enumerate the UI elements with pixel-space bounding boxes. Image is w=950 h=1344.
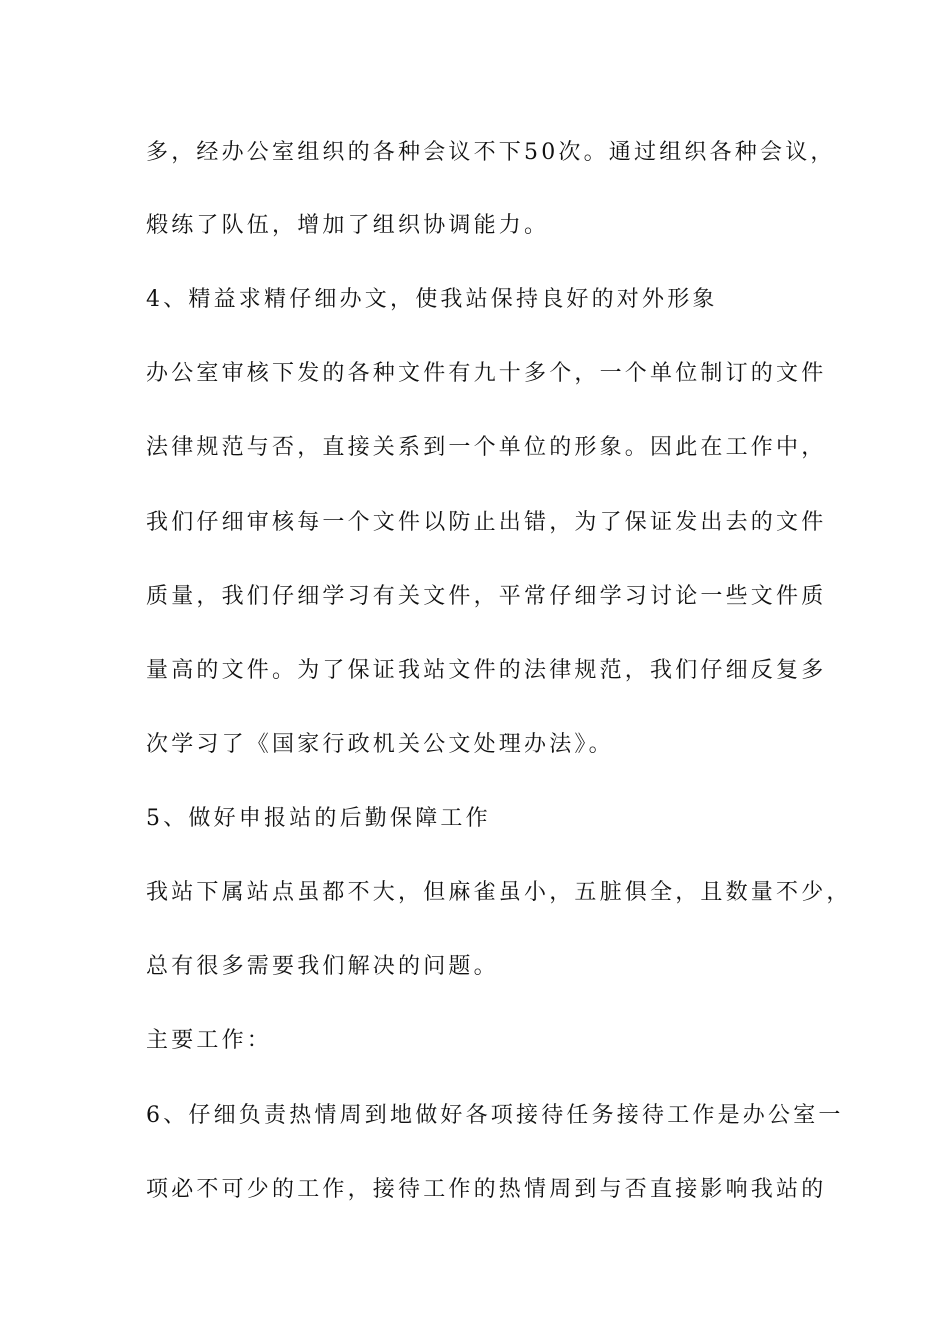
text-line: 主要工作：	[146, 1028, 273, 1053]
text-line: 量高的文件。为了保证我站文件的法律规范，我们仔细反复多	[146, 658, 827, 683]
section-heading-4: 4、精益求精仔细办文，使我站保持良好的对外形象	[146, 287, 718, 312]
text-line: 总有很多需要我们解决的问题。	[146, 954, 499, 979]
text-line: 我们仔细审核每一个文件以防止出错，为了保证发出去的文件	[146, 510, 827, 535]
text-line: 办公室审核下发的各种文件有九十多个，一个单位制订的文件	[146, 361, 827, 386]
text-line: 法律规范与否，直接关系到一个单位的形象。因此在工作中，	[146, 435, 827, 460]
section-heading-5: 5、做好申报站的后勤保障工作	[146, 806, 491, 831]
text-line: 我站下属站点虽都不大，但麻雀虽小，五脏俱全，且数量不少，	[146, 880, 852, 905]
text-line: 多，经办公室组织的各种会议不下50次。通过组织各种会议，	[146, 140, 836, 165]
text-line: 煅练了队伍，增加了组织协调能力。	[146, 213, 550, 238]
section-heading-6: 6、仔细负责热情周到地做好各项接待任务接待工作是办公室一	[146, 1103, 844, 1128]
text-line: 次学习了《国家行政机关公文处理办法》。	[146, 732, 614, 757]
text-line: 项必不可少的工作，接待工作的热情周到与否直接影响我站的	[146, 1177, 827, 1202]
text-line: 质量，我们仔细学习有关文件，平常仔细学习讨论一些文件质	[146, 584, 827, 609]
